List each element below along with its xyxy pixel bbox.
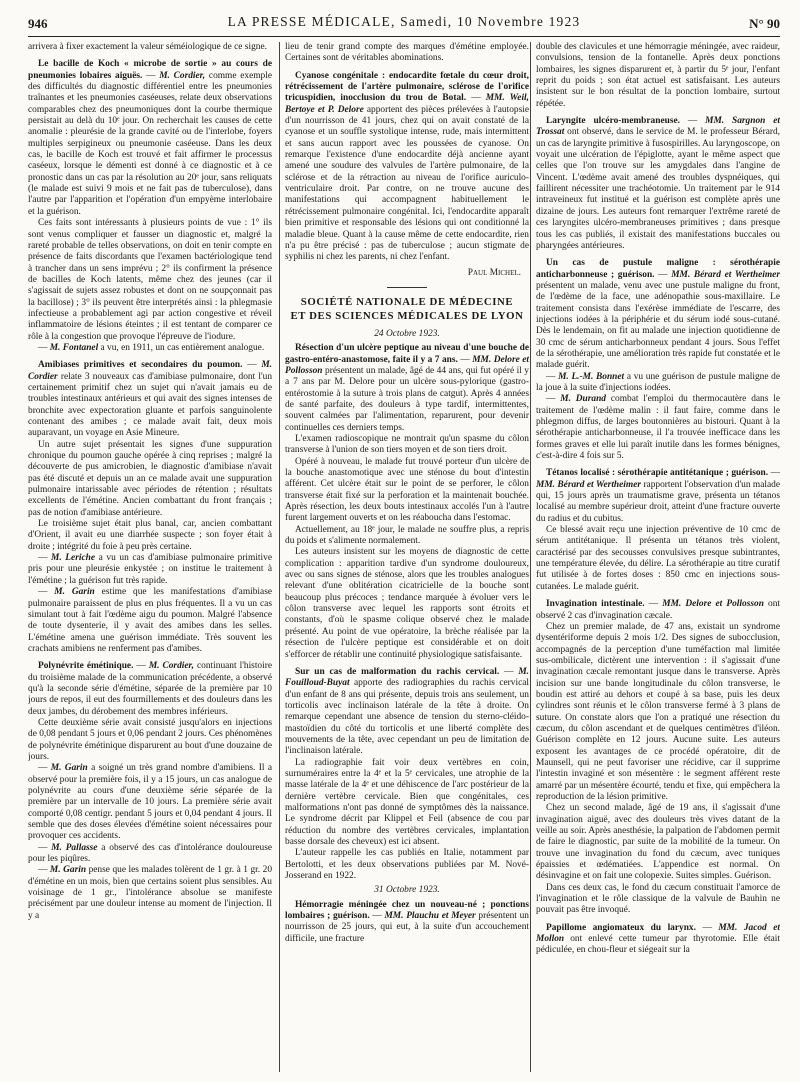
article-cyanose: Cyanose congénitale : endocardite fœtale du cœur droit, rétrécissement de l'artère pulmonaire, sclérose de l'orifice tricuspidien, inocclusion du trou de Botal. — MM. Weil, Bertoye et P. Delore apportent des pièces prélevées à l'autopsie d'un nourrisson de 41 jours, chez qui on avait constaté de la cyanose et un souffle systolique intense, rude, mais intermittent et sans aucun rapport avec les poussées de cyanose. On remarque l'existence d'une endocardite déjà ancienne ayant amené une soudure des valvules de l'artère pulmonaire, de la sclérose et de la rétraction au niveau de l'orifice auriculo-ventriculaire droit. Par contre, on ne trouve aucune des manifestations qui accompagnent habituellement le rétrécissement pulmonaire congénital. Ici, l'endocardite apparaît bien primitive et responsable des lésions qui ont conditionné la maladie bleue. Quant à la cause même de cette endocardite, rien n'a pu être précisé : pas de tuberculose ; aucun stigmate de syphilis ni chez les parents, ni chez l'enfant. [285, 70, 529, 263]
author-name: M. Fontanel [49, 342, 99, 353]
paragraph: Cette deuxième série avait consisté jusqu'alors en injections de 0,08 pendant 5 jours et 0,06 pendant 2 jours. Ces phénomènes de polynévrite émétinique disparurent au bout d'une douzaine de jours. [28, 717, 272, 762]
article-heading: Amibiases primitives et secondaires du poumon. [38, 360, 243, 371]
article-hemorragie: Hémorragie méningée chez un nouveau-né ; ponctions lombaires ; guérison. — MM. Plauchu et Meyer présentent un nourrisson de 25 jours, qui eut, à la suite d'un accouchement difficile, une fracture [285, 899, 529, 944]
column-3 [536, 42, 780, 1074]
paragraph: Ces faits sont intéressants à plusieurs points de vue : 1° ils sont venus compliquer et fausser un diagnostic et, malgré la rareté probable de telles observations, on doit en tenir compte en présence de faits discordants que l'examen bactériologique tend à trancher dans un sens imprévu ; 2° ils confirment la présence de bacilles de Koch latents, même chez des jeunes (car il s'agissait de sujets assez robustes et dont on ne soupçonnait pas la bacillose) ; 3° ils peuvent être interprétés ainsi : la phlegmasie infectieuse a probablement agi par action congestive et réveil inflammatoire de lésions éteintes ; il est tentant de comparer ce rôle à la congestion que provoque l'épreuve de l'iodure. [28, 218, 272, 342]
author-name: MM. Plauchu et Meyer [384, 911, 476, 922]
author-name: M. L.-M. Bonnet [558, 371, 625, 382]
article-text: présentent un nourrisson de 25 jours, qui eut, à la suite d'un accouchement difficile, une fracture [285, 911, 529, 944]
article-text: ont observé 2 cas d'invagination cæcale. [536, 599, 780, 621]
article-invagination: Invagination intestinale. — MM. Delore et Pollosson ont observé 2 cas d'invagination cæcale. [536, 599, 780, 621]
article-papillome: Papillome angiomateux du larynx. — MM. Jacod et Mollon ont enlevé cette tumeur par thyrotomie. Elle était pédiculée, en chou-fleur et siégeait sur la [536, 922, 780, 956]
author-name: M. Garin [54, 587, 95, 598]
session-date: 24 Octobre 1923. [374, 328, 440, 339]
author-name: M. Cordier, [148, 661, 195, 672]
article-koch: Le bacille de Koch « microbe de sortie » au cours de pneumonies lobaires aiguës. — M. Cordier, comme exemple des difficultés du diagnostic différentiel entre les pneumonies traînantes et les pneumonies caséeuses, relate deux observations comparables chez des pneumoniques dont la courbe thermique persistait au delà du 10ᵉ jour. On recherchait les causes de cette anomalie : pleurésie de la grande cavité ou de l'interlobe, foyers multiples serpigineux ou pneumonie caséeuse. Dans les deux cas, le bacille de Koch est trouvé et fait affirmer le processus caséeux, lorsque le démenti est donné à ce diagnostic et à ce pronostic dans un cas par la résolution au 20ᵉ jour, sans reliquats (le malade est suivi 9 mois et ne fait pas de tuberculose), dans l'autre par l'apparition et l'opération d'un empyème interlobaire et la guérison. [28, 59, 272, 217]
author-name: MM. Bérard et Wertheimer [536, 479, 642, 490]
paragraph-fontanel: — M. Fontanel a vu, en 1911, un cas entièrement analogue. [38, 342, 265, 353]
issue-number: N° 90 [749, 16, 780, 31]
society-heading-line-1: SOCIÉTÉ NATIONALE DE MÉDECINE [300, 295, 514, 308]
signature: Paul Michel. [467, 267, 521, 278]
article-text: relate 3 nouveaux cas d'amibiase pulmonaire, dont l'un certainement primitif chez un sujet qui n'avait jamais eu de troubles intestinaux antérieurs et qui avait des signes intenses de bronchite avec expectoration gluante et parfois sanguinolente contenant des amibes ; ce malade avait fait, deux mois auparavant, un voyage en Asie Mineure. [28, 371, 272, 439]
article-heading: Tétanos localisé : sérothérapie antitétanique ; guérison. [546, 468, 769, 479]
article-heading: Un cas de pustule maligne : sérothérapie anticharbonneuse ; guérison. [536, 258, 780, 280]
column-1 [28, 42, 272, 1074]
paragraph: arrivera à fixer exactement la valeur séméiologique de ce signe. [28, 42, 267, 52]
paragraph: lieu de tenir grand compte des marques d'émétine employée. Certaines sont de véritables abominations. [285, 42, 529, 64]
author-name: MM. Sargnon et Trossat [536, 116, 780, 138]
article-laryngite: Laryngite ulcéro-membraneuse. — MM. Sargnon et Trossat ont observé, dans le service de M. le professeur Bérard, un cas de laryngite primitive à fusospirilles. Au laryngoscope, on voyait une ulcération de l'épiglotte, ayant le même aspect que celles que l'on trouve sur les amygdales dans l'angine de Vincent. L'œdème avait amené des troubles dyspnéiques, qui faillirent nécessiter une trachéotomie. Un traitement par le 914 intraveineux fut institué et la guérison est complète après une dizaine de jours. Les auteurs font remarquer l'extrême rareté de ces laryngites ulcéro-membraneuses primitives ; dans presque tous les cas publiés, il existait des manifestations buccales ou pharyngées antérieures. [536, 116, 780, 251]
article-tetanos: Tétanos localisé : sérothérapie antitétanique ; guérison. — MM. Bérard et Wertheimer rapportent l'observation d'un malade qui, 15 jours après un traumatisme grave, présenta un tétanos localisé au membre supérieur droit, atteint d'une fracture ouverte du radius et du cubitus. [536, 468, 780, 524]
author-name: MM. Weil, Bertoye et P. Delore [285, 93, 529, 115]
article-text: ont observé, dans le service de M. le professeur Bérard, un cas de laryngite primitive à fusospirilles. Au laryngoscope, on voyait une ulcération de l'épiglotte, ayant le même aspect que celles que l'on trouve sur les amygdales dans l'angine de Vincent. L'œdème avait amené des troubles dyspnéiques, qui faillirent nécessiter une trachéotomie. Un traitement par le 914 intraveineux fut institué et la guérison est complète après une dizaine de jours. Les auteurs font remarquer l'extrême rareté de ces laryngites ulcéro-membraneuses primitives ; dans presque tous les cas publiés, il existait des manifestations buccales ou pharyngées antérieures. [536, 127, 780, 251]
article-heading: Résection d'un ulcère peptique au niveau d'une bouche de gastro-entéro-anastomose, faite il y a 7 ans. [285, 343, 529, 365]
author-name: MM. Delore et Pollosson [662, 599, 764, 610]
author-name: MM. Bérard et Wertheimer [671, 269, 780, 280]
author-name: M. Pallasse [51, 842, 98, 853]
page-header [28, 14, 780, 37]
paragraph: Chez un premier malade, de 47 ans, existait un syndrome dysentériforme depuis 2 mois 1/2. Des signes de subocclusion, accompagnés de la perception d'une tuméfaction mal limitée sus-ombilicale, dictèrent une intervention : il s'agissait d'une invagination cæcale remontant jusque dans le transverse. Après incision sur une bande longitudinale du côlon transverse, le boudin est attiré au dehors et coupé à sa base, puis les deux cylindres sont réunis et le côlon transverse fermé à 3 plans de suture. On constate alors que l'on a pratiqué une résection du cæcum, du côlon ascendant et de quelques centimètres d'iléon. Guérison complète en 12 jours. Aucune suite. Les auteurs exposent les avantages de ce procédé opératoire, dit de Maunsell, qui ne peut favoriser une récidive, car il supprime l'intestin invaginé et son mésentère : le segment afférent reste amarré par un mésentère écourté, tendu et fixe, qui empêchera la reproduction de la lésion primitive. [536, 621, 780, 802]
article-heading: Cyanose congénitale : endocardite fœtale du cœur droit, rétrécissement de l'artère pulmonaire, sclérose de l'orifice tricuspidien, inocclusion du trou de Botal. [285, 70, 529, 104]
paragraph: Les auteurs insistent sur les moyens de diagnostic de cette complication : apparition tardive d'un syndrome douloureux, avec ou sans signes de sténose, alors que les troubles analogues relevant d'une oblitération cicatricielle de la bouche sont beaucoup plus précoces ; tendance marquée à évoluer vers le côlon transverse avec lequel les rapports sont étroits et constants, d'où le spasme colique observé chez le malade présenté. Au point de vue opératoire, la brèche réalisée par la résection de l'ulcère peptique est considérable et on doit s'efforcer de rétablir une continuité physiologique satisfaisante. [285, 547, 529, 660]
paragraph: Ce blessé avait reçu une injection préventive de 10 cmc de sérum antitétanique. Il présenta un tétanos très violent, caractérisé par des secousses convulsives presque subintrantes, une température élevée, du délire. La sérothérapie au titre curatif fut utilisée à de fortes doses : 850 cmc en injections sous-cutanées. Le malade guérit. [536, 525, 780, 592]
author-name: M. Cordier [28, 360, 272, 382]
author-name: M. Garin [49, 865, 87, 876]
article-heading: Laryngite ulcéro-membraneuse. [546, 116, 680, 127]
author-name: M. Garin [50, 763, 88, 774]
paragraph: Un autre sujet présentait les signes d'une suppuration chronique du poumon gauche opérée à cinq reprises ; malgré la découverte de pus amicrobien, le diagnostic d'amibiase n'avait pas été discuté et depuis un an ce malade avait une suppuration pulmonaire intarissable avec périodes de rétention ; résultats excellents de l'émétine. Ancien combattant du front français ; pas de notion d'amibiase antérieure. [28, 439, 272, 518]
article-text: présentent un malade, âgé de 44 ans, qui fut opéré il y a 7 ans par M. Delore pour un ulcère sous-pylorique (gastro-entérostomie à la suture à trois plans de catgut). Après 4 années de santé parfaite, des douleurs à type tardif, intermittentes, souvent calmées par l'alimentation, reparurent, pour devenir continuelles ces derniers temps. [285, 365, 529, 433]
article-text: continuant l'histoire du troisième malade de la communication précédente, a observé qu'à la seconde série d'émétine, séparée de la première par 10 jours de repos, il eut des fourmillements et des douleurs dans les deux jambes, du dérobement des membres inférieurs. [28, 661, 272, 717]
article-polynevrite: Polynévrite émétinique. — M. Cordier, continuant l'histoire du troisième malade de la communication précédente, a observé qu'à la seconde série d'émétine, séparée de la première par 10 jours de repos, il eut des fourmillements et des douleurs dans les deux jambes, du dérobement des membres inférieurs. [28, 661, 272, 717]
paragraph: Chez un second malade, âgé de 19 ans, il s'agissait d'une invagination aiguë, avec des douleurs très vives datant de la veille au soir. Après anesthésie, la palpation de l'abdomen permit de faire le diagnostic, par suite de la mobilité de la tumeur. On trouve une invagination du fond du cæcum, avec tuniques épaissies et œdématiées. L'appendice est normal. On désinvagine et on fait une colopexie. Suites simples. Guérison. [536, 803, 780, 882]
article-malformation: Sur un cas de malformation du rachis cervical. — M. Fouilloud-Buyat apporte des radiographies du rachis cervical d'un enfant de 8 ans qui présente, depuis trois ans seulement, un torticolis avec inclinaison latérale de la tête à droite. On remarque cependant une absence de tension du sterno-cléido-mastoïdien du côté du torticolis et une liberté complète des mouvements de la tête, avec cependant un peu de limitation de l'inclinaison latérale. [285, 666, 529, 757]
column-rule-left [279, 42, 280, 1072]
article-text: apporte des radiographies du rachis cervical d'un enfant de 8 ans qui présente, depuis trois ans seulement, un torticolis avec inclinaison latérale de la tête à droite. On remarque cependant une absence de tension du sterno-cléido-mastoïdien du côté du torticolis et une liberté complète des mouvements de la tête, avec cependant un peu de limitation de l'inclinaison latérale. [285, 678, 529, 757]
article-text: apportent des pièces prélevées à l'autopsie d'un nourrisson de 41 jours, chez qui on avait constaté de la cyanose et un souffle systolique intense, rude, mais intermittent et sans aucun rapport avec les poussées de cyanose. On remarque l'existence d'une endocardite déjà ancienne ayant amené une soudure des valvules de l'artère pulmonaire, de la sclérose et de la rétraction au niveau de l'orifice auriculo-ventriculaire droit. Par contre, on ne trouve aucune des manifestations qui accompagnent habituellement le rétrécissement pulmonaire congénital. Ici, l'endocardite apparaît bien primitive et responsable des lésions qui ont conditionné la maladie bleue. Quant à la cause même de cette endocardite, rien n'a pu être précisé : pas de tuberculose ; aucun stigmate de syphilis ni chez les parents, ni chez l'enfant. [285, 104, 529, 263]
article-pustule: Un cas de pustule maligne : sérothérapie anticharbonneuse ; guérison. — MM. Bérard et Wertheimer présentent un malade, venu avec une pustule maligne du front, de l'œdème de la face, une adénopathie sous-maxillaire. Le traitement consista dans l'exérèse immédiate de l'escarre, des injections iodées à la périphérie et du sérum iodé sous-cutané. Dès le lendemain, on fit au malade une injection quotidienne de 30 cmc de sérum anticharbonneux pendant 4 jours. Sous l'effet de la sérothérapie, une amélioration très rapide fut constatée et le malade guérit. [536, 258, 780, 371]
author-name: MM. Delore et Pollosson [285, 354, 529, 376]
article-text: rapportent l'observation d'un malade qui, 15 jours après un traumatisme grave, présenta un tétanos localisé au membre supérieur droit, atteint d'une fracture ouverte du radius et du cubitus. [536, 479, 780, 524]
paragraph: Actuellement, au 18ᵉ jour, le malade ne souffre plus, a repris du poids et s'alimente normalement. [285, 524, 529, 547]
author-name: M. Durand [560, 394, 606, 405]
article-text: ont enlevé cette tumeur par thyrotomie. Elle était pédiculée, en chou-fleur et siégeait sur la [536, 934, 780, 956]
paragraph: Opéré à nouveau, le malade fut trouvé porteur d'un ulcère de la bouche anastomotique avec une sténose du bout d'intestin afférent. Cet ulcère était sur le point de se perforer, le côlon transverse était fixé sur la perforation et la maintenait bouchée. Après résection, les deux bouts intestinaux accolés l'un à l'autre furent largement ouverts et on les réaboucha dans l'estomac. [285, 456, 529, 524]
paragraph-durand: — M. Durand combat l'emploi du thermocautère dans le traitement de l'œdème malin : il faut faire, comme dans le phlegmon diffus, de larges boutonnières au bistouri. Quant à la sérothérapie anticharbonneuse, il l'a trouvée inefficace dans les formes graves et elle lui paraît inutile dans les formes bénignes, c'est-à-dire 4 fois sur 5. [536, 394, 780, 462]
paragraph-garin-2: — M. Garin a soigné un très grand nombre d'amibiens. Il a observé pour la première fois, il y a 15 jours, un cas analogue de polynévrite au cours d'une deuxième série séparée de la première par un intervalle de 10 jours. La première série avait comporté 0,08 centigr. pendant 5 jours et 0,04 pendant 4 jours. Il semble que des doses élevées d'émétine soient nécessaires pour provoquer ces accidents. [28, 763, 272, 842]
paragraph: L'examen radioscopique ne montrait qu'un spasme du côlon transverse à l'union de son tiers moyen et de son tiers droit. [285, 433, 529, 456]
article-heading: Polynévrite émétinique. [38, 661, 134, 672]
paragraph-garin: — M. Garin estime que les manifestations d'amibiase pulmonaire paraissent de plus en plus fréquentes. Il a vu un cas simulant tout à fait l'œdème aigu du poumon. Malgré l'absence de toute dysenterie, il y avait des amibes dans les selles. L'émétine amena une guérison immédiate. Très souvent les crachats amibiens ne renferment pas d'amibes. [28, 587, 272, 654]
article-text: a vu une guérison de pustule maligne de la joue à la suite d'injections iodées. [536, 371, 780, 393]
article-resection: Résection d'un ulcère peptique au niveau d'une bouche de gastro-entéro-anastomose, faite il y a 7 ans. — MM. Delore et Pollosson présentent un malade, âgé de 44 ans, qui fut opéré il y a 7 ans par M. Delore pour un ulcère sous-pylorique (gastro-entérostomie à la suture à trois plans de catgut). Après 4 années de santé parfaite, des douleurs à type tardif, intermittentes, souvent calmées par l'alimentation, reparurent, pour devenir continuelles ces derniers temps. [285, 343, 529, 433]
article-heading: Sur un cas de malformation du rachis cervical. [295, 666, 500, 677]
article-heading: Papillome angiomateux du larynx. [546, 922, 696, 933]
society-heading [285, 295, 529, 323]
paragraph: L'auteur rappelle les cas publiés en Italie, notamment par Bertolotti, et les deux observations publiées par M. Nové-Josserand en 1922. [285, 848, 529, 882]
author-name: M. Leriche [51, 553, 95, 564]
paragraph: Le troisième sujet était plus banal, car, ancien combattant d'Orient, il avait eu une diarrhée suspecte ; son foyer était à droite ; intégrité du foie à peu près certaine. [28, 519, 272, 552]
paragraph-pallasse: — M. Pallasse a observé des cas d'intolérance douloureuse pour les piqûres. [28, 842, 272, 865]
article-text: combat l'emploi du thermocautère dans le traitement de l'œdème malin : il faut faire, comme dans le phlegmon diffus, de larges boutonnières au bistouri. Quant à la sérothérapie anticharbonneuse, il l'a trouvée inefficace dans les formes graves et elle lui paraît inutile dans les formes bénignes, c'est-à-dire 4 fois sur 5. [536, 394, 780, 462]
paragraph-garin-3: — M. Garin pense que les malades tolèrent de 1 gr. à 1 gr. 20 d'émétine en un mois, bien que certains soient plus sensibles. Au voisinage de 1 gr., l'intolérance absolue se manifeste précisément par une douleur intense au moment de l'injection. Il y a [28, 865, 272, 921]
paragraph-leriche: — M. Leriche a vu un cas d'amibiase pulmonaire primitive pris pour une pleurésie enkystée ; on institue le traitement à l'émétine ; la guérison fut très rapide. [28, 553, 272, 586]
article-text: estime que les manifestations d'amibiase pulmonaire paraissent de plus en plus fréquentes. Il a vu un cas simulant tout à fait l'œdème aigu du poumon. Malgré l'absence de toute dysenterie, il y avait des amibes dans les selles. L'émétine amena une guérison immédiate. Très souvent les crachats amibiens ne renferment pas d'amibes. [28, 587, 272, 654]
journal-title: LA PRESSE MÉDICALE, Samedi, 10 Novembre 1923 [227, 14, 581, 29]
paragraph: La radiographie fait voir deux vertèbres en coin, surnuméraires entre la 4ᵉ et la 5ᵉ cervicales, une atrophie de la masse latérale de la 4ᵉ et une déhiscence de l'arc postérieur de la dernière vertèbre cervicale. Bien que congénitales, ces malformations n'ont pas donné de symptômes dès la naissance. Le syndrome décrit par Klippel et Feil (absence de cou par réduction du nombre des vertèbres cervicales, implantation basse dorsale des cheveux) est ici absent. [285, 757, 529, 847]
author-name: M. Fouilloud-Buyat [285, 666, 529, 689]
article-text: a observé des cas d'intolérance douloureuse pour les piqûres. [28, 842, 272, 865]
session-date: 31 Octobre 1923. [374, 885, 440, 896]
society-heading-line-2: ET DES SCIENCES MÉDICALES DE LYON [290, 309, 524, 322]
column-2 [285, 42, 529, 1074]
article-text: a vu un cas d'amibiase pulmonaire primitive pris pour une pleurésie enkystée ; on institue le traitement à l'émétine ; la guérison fut très rapide. [28, 553, 272, 586]
article-text: présentent un malade, venu avec une pustule maligne du front, de l'œdème de la face, une adénopathie sous-maxillaire. Le traitement consista dans l'exérèse immédiate de l'escarre, des injections iodées à la périphérie et du sérum iodé sous-cutané. Dès le lendemain, on fit au malade une injection quotidienne de 30 cmc de sérum anticharbonneux pendant 4 jours. Sous l'effet de la sérothérapie, une amélioration très rapide fut constatée et le malade guérit. [536, 280, 780, 371]
page-number: 946 [28, 16, 48, 31]
article-heading: Le bacille de Koch « microbe de sortie » au cours de pneumonies lobaires aiguës. [28, 59, 272, 81]
article-heading: Invagination intestinale. [546, 599, 645, 610]
article-text: a soigné un très grand nombre d'amibiens. Il a observé pour la première fois, il y a 15 jours, un cas analogue de polynévrite au cours d'une deuxième série séparée de la première par un intervalle de 10 jours. La première série avait comporté 0,08 centigr. pendant 5 jours et 0,04 pendant 4 jours. Il semble que des doses élevées d'émétine soient nécessaires pour provoquer ces accidents. [28, 763, 272, 842]
article-text: a vu, en 1911, un cas entièrement analogue. [100, 342, 265, 353]
article-amibiases: Amibiases primitives et secondaires du poumon. — M. Cordier relate 3 nouveaux cas d'amibiase pulmonaire, dont l'un certainement primitif chez un sujet qui n'avait jamais eu de troubles intestinaux antérieurs et qui avait des signes intenses de bronchite avec expectoration gluante et parfois sanguinolente contenant des amibes ; ce malade avait fait, deux mois auparavant, un voyage en Asie Mineure. [28, 360, 272, 439]
paragraph-bonnet: — M. L.-M. Bonnet a vu une guérison de pustule maligne de la joue à la suite d'injections iodées. [536, 371, 780, 393]
author-name: M. Cordier, [159, 70, 206, 81]
article-text: pense que les malades tolèrent de 1 gr. à 1 gr. 20 d'émétine en un mois, bien que certains soient plus sensibles. Au voisinage de 1 gr., l'intolérance absolue se manifeste précisément par une douleur intense au moment de l'injection. Il y a [28, 865, 272, 921]
author-name: MM. Jacod et Mollon [536, 922, 780, 945]
section-divider [387, 287, 427, 288]
article-heading: Hémorragie méningée chez un nouveau-né ; ponctions lombaires ; guérison. [285, 899, 529, 922]
paragraph: double des clavicules et une hémorragie méningée, avec raideur, convulsions, tension de la fontanelle. Après deux ponctions lombaires, les signes disparurent et, à partir du 5ᵉ jour, l'enfant reprit du poids ; son état actuel est satisfaisant. Les auteurs insistent sur le bon résultat de la ponction lombaire, surtout répétée. [536, 42, 780, 109]
column-rule-right [530, 42, 531, 1072]
article-text: comme exemple des difficultés du diagnostic différentiel entre les pneumonies traînantes et les pneumonies caséeuses, relate deux observations comparables chez des pneumoniques dont la courbe thermique persistait au delà du 10ᵉ jour. On recherchait les causes de cette anomalie : pleurésie de la grande cavité ou de l'interlobe, foyers multiples serpigineux ou pneumonie caséeuse. Dans les deux cas, le bacille de Koch est trouvé et fait affirmer le processus caséeux, lorsque le démenti est donné à ce diagnostic et à ce pronostic dans un cas par la résolution au 20ᵉ jour, sans reliquats (le malade est suivi 9 mois et ne fait pas de tuberculose), dans l'autre par l'apparition et l'opération d'un empyème interlobaire et la guérison. [28, 70, 272, 217]
paragraph: Dans ces deux cas, le fond du cæcum constituait l'amorce de l'invagination et le rôle classique de la valvule de Bauhin ne pouvait pas être invoqué. [536, 882, 780, 916]
